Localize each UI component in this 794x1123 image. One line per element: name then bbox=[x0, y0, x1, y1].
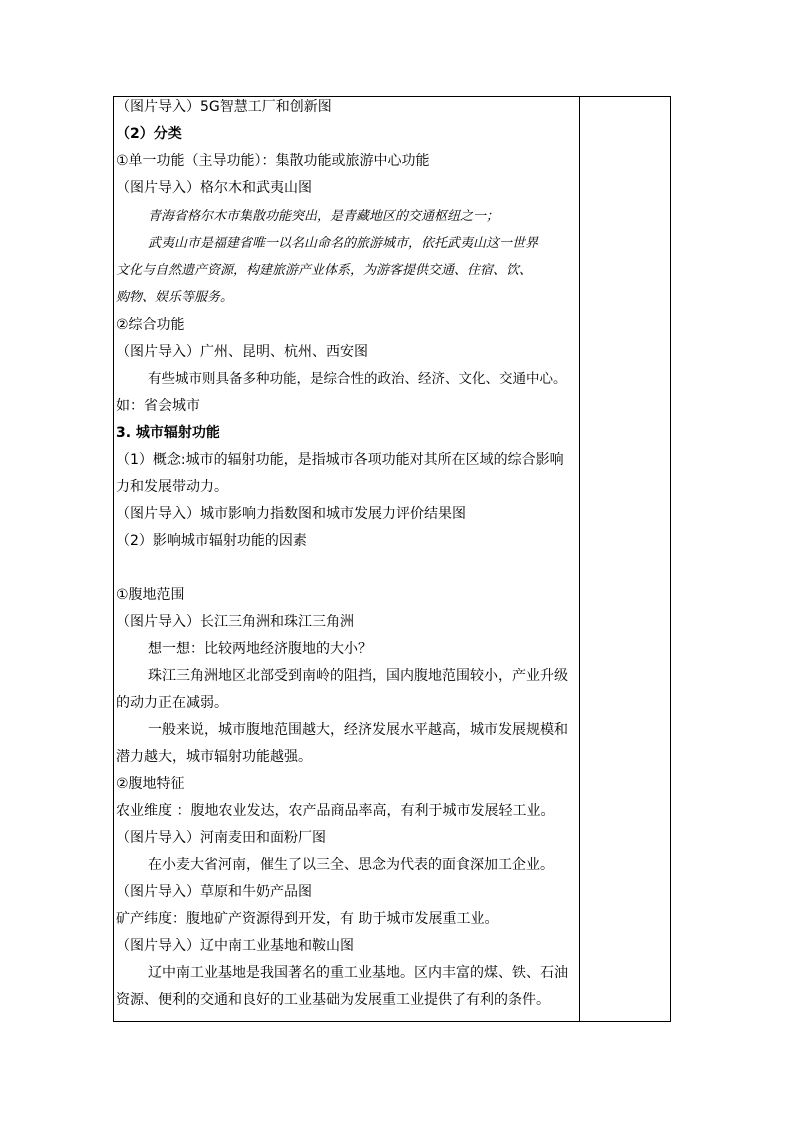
paragraph-line: 辽中南工业基地是我国著名的重工业基地。区内丰富的煤、铁、石油 bbox=[148, 965, 568, 981]
italic-paragraph-line: 青海省格尔木市集散功能突出，是青藏地区的交通枢纽之一； bbox=[148, 209, 500, 224]
text-line: （图片导入）长江三角洲和珠江三角洲 bbox=[116, 614, 354, 630]
text-line: （图片导入）河南麦田和面粉厂图 bbox=[116, 830, 326, 846]
text-line: （图片导入）格尔木和武夷山图 bbox=[116, 180, 312, 196]
text-line: 矿产纬度：腹地矿产资源得到开发，有 助于城市发展重工业。 bbox=[116, 911, 499, 927]
text-line: （1）概念:城市的辐射功能，是指城市各项功能对其所在区域的综合影响 bbox=[116, 452, 564, 468]
text-line: （图片导入）辽中南工业基地和鞍山图 bbox=[116, 938, 354, 954]
paragraph-line: 想一想：比较两地经济腹地的大小？ bbox=[148, 641, 372, 657]
paragraph-line: 珠江三角洲地区北部受到南岭的阻挡，国内腹地范围较小，产业升级 bbox=[148, 668, 568, 684]
text-line: 农业维度 ：腹地农业发达，农产品商品率高，有利于城市发展轻工业。 bbox=[116, 803, 555, 819]
italic-paragraph-line: 文化与自然遗产资源，构建旅游产业体系，为游客提供交通、住宿、饮、 bbox=[116, 263, 533, 278]
text-line: 资源、便利的交通和良好的工业基础为发展重工业提供了有利的条件。 bbox=[116, 992, 550, 1008]
section-heading: （2）分类 bbox=[116, 126, 182, 142]
text-line: 潜力越大，城市辐射功能越强。 bbox=[116, 749, 312, 765]
text-line: （图片导入）草原和牛奶产品图 bbox=[116, 884, 312, 900]
text-line: ①腹地范围 bbox=[116, 587, 185, 603]
paragraph-line: 在小麦大省河南，催生了以三全、思念为代表的面食深加工企业。 bbox=[148, 857, 554, 873]
section-heading: 3. 城市辐射功能 bbox=[116, 425, 220, 441]
lesson-table bbox=[113, 96, 671, 1022]
text-line: 如：省会城市 bbox=[116, 398, 200, 414]
text-line: ②腹地特征 bbox=[116, 776, 185, 792]
text-line: 的动力正在减弱。 bbox=[116, 695, 228, 711]
text-line: 力和发展带动力。 bbox=[116, 479, 228, 495]
text-line: ①单一功能（主导功能）：集散功能或旅游中心功能 bbox=[116, 153, 430, 169]
text-line: （2）影响城市辐射功能的因素 bbox=[116, 533, 307, 549]
text-line: （图片导入）城市影响力指数图和城市发展力评价结果图 bbox=[116, 506, 466, 522]
text-line: （图片导入）广州、昆明、杭州、西安图 bbox=[116, 344, 368, 360]
paragraph-line: 一般来说，城市腹地范围越大，经济发展水平越高，城市发展规模和 bbox=[148, 722, 568, 738]
paragraph-line: 有些城市则具备多种功能，是综合性的政治、经济、文化、交通中心。 bbox=[148, 371, 567, 387]
italic-paragraph-line: 购物、娱乐等服务。 bbox=[116, 290, 234, 305]
column-divider bbox=[579, 97, 580, 1021]
italic-paragraph-line: 武夷山市是福建省唯一以名山命名的旅游城市，依托武夷山这一世界 bbox=[148, 236, 539, 251]
text-line: （图片导入）5G智慧工厂和创新图 bbox=[116, 99, 332, 115]
text-line: ②综合功能 bbox=[116, 317, 185, 333]
